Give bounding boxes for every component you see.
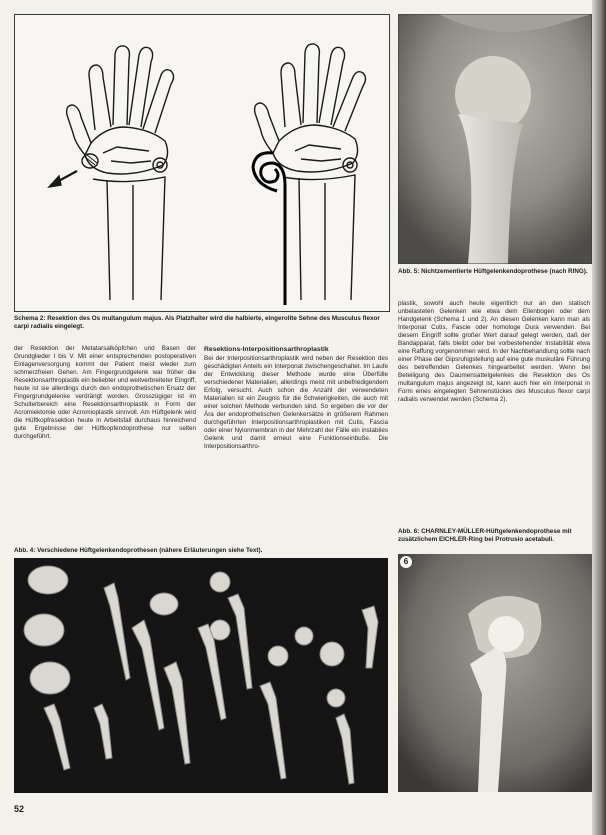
hand-anatomy-drawings	[15, 15, 389, 311]
abb5-xray-image	[398, 14, 592, 264]
abb4-prostheses-photo	[14, 558, 388, 793]
section-heading: Resektions-Interpositionsarthroplastik	[204, 346, 329, 353]
text-column-2-paragraph: Bei der Interpositionsarthroplastik wird neben der Resektion des geschädigten Anteils ein Interponat zwischengeschaltet. Im Laufe der Entwicklung dieser Methode wurde eine Überfülle verschiedener Materialien, allerdings meist mit unbefriedigendem Erfolg, versucht. Auch schon die Anzahl der verwendeten Materialien ist ein Zeugnis für die Schwierigkeiten, die auch mit einer solchen Methode verbunden sind. So ergeben die vor der Ära der endoprothetischen Gelenkersätze in größerem Rahmen durchgeführten Interpositionsarthroplastiken mit Cutis, Fascia oder einer Nylonmembran in der Mehrzahl der Fälle ein instabiles Gelenk und damit erneut eine Funktionseinbuße. Die Interpositionsarthro-	[204, 355, 388, 450]
text-column-1-paragraph: der Resektion der Metatarsalköpfchen und Basen der Grundglieder I bis V. Mit einer entsprechenden postoperativen Einlagenversorgung kommt der Patient meist wieder zum schmerzfreien Gehen. Am Fingergrundgelenk war früher die Resektionsarthroplastik ein beliebter und weitverbreiteter Eingriff, heute ist sie allerdings durch den endoprothetischen Ersatz der Fingergrundgelenke verdrängt worden. Grosszügiger ist im Schulterbereich eine Resektionsarthroplastik in Form der Acromiektomie oder Acromioplastik sinnvoll. Am Hüftgelenk wird die Hüftkopfresektion heute in Arbeitsfall durchaus hinreichend gute Ergebnisse der Hüftkopfendoprothese nur selten durchgeführt.	[14, 345, 196, 440]
text-column-1	[14, 345, 196, 441]
scheme-2-figure	[14, 14, 390, 312]
abb6-caption: Abb. 6: CHARNLEY-MÜLLER-Hüftgelenkendoprothese mit zusätzlichem EICHLER-Ring bei Protrusio acetabuli.	[398, 528, 572, 543]
figure-label-badge: 6	[400, 556, 412, 568]
abb4-caption: Abb. 4: Verschiedene Hüftgelenkendoprothesen (nähere Erläuterungen siehe Text).	[14, 547, 263, 554]
abb6-xray-image	[398, 554, 592, 792]
text-column-2	[204, 345, 388, 451]
text-column-3-paragraph: plastik, sowohl auch heute eigentlich nur an den statisch unbelasteten Gelenken wie etwa dem Ellenbogen oder dem Handgelenk (Schema 1 und 2). An diesen Gelenken kann man als Interponat Cutis, Fascie oder homologe Dura verwenden. Bei diesem Eingriff sollte großer Wert darauf gelegt werden, daß der Bandapparat, falls bleibt oder bei vorbestehender Instabilität etwa eine Raffung vorgenommen wird. In der Nachbehandlung sollte nach einer Phase der Gipsruhigstellung auf eine gute muskuläre Führung des betreffenden Gelenkes hingearbeitet werden. Wenn bei Beteiligung des Daumensattelgelenkes die Resektion des Os multangulum majus angezeigt ist, kann auch hier ein Interponat in Form eines eingelegten Sehnenstückes des Musculus flexor carpi radialis verwendet werden (Schema 2).	[398, 300, 590, 403]
page-number: 52	[14, 804, 25, 814]
abb5-caption: Abb. 5: Nichtzementierte Hüftgelenkendoprothese (nach RING).	[398, 268, 588, 275]
text-column-3	[398, 300, 590, 404]
page-edge-shadow	[592, 0, 606, 835]
scheme-2-caption: Schema 2: Resektion des Os multangulum majus. Als Platzhalter wird die halbierte, eingerollte Sehne des Musculus flexor carpi radialis eingelegt.	[14, 315, 380, 330]
